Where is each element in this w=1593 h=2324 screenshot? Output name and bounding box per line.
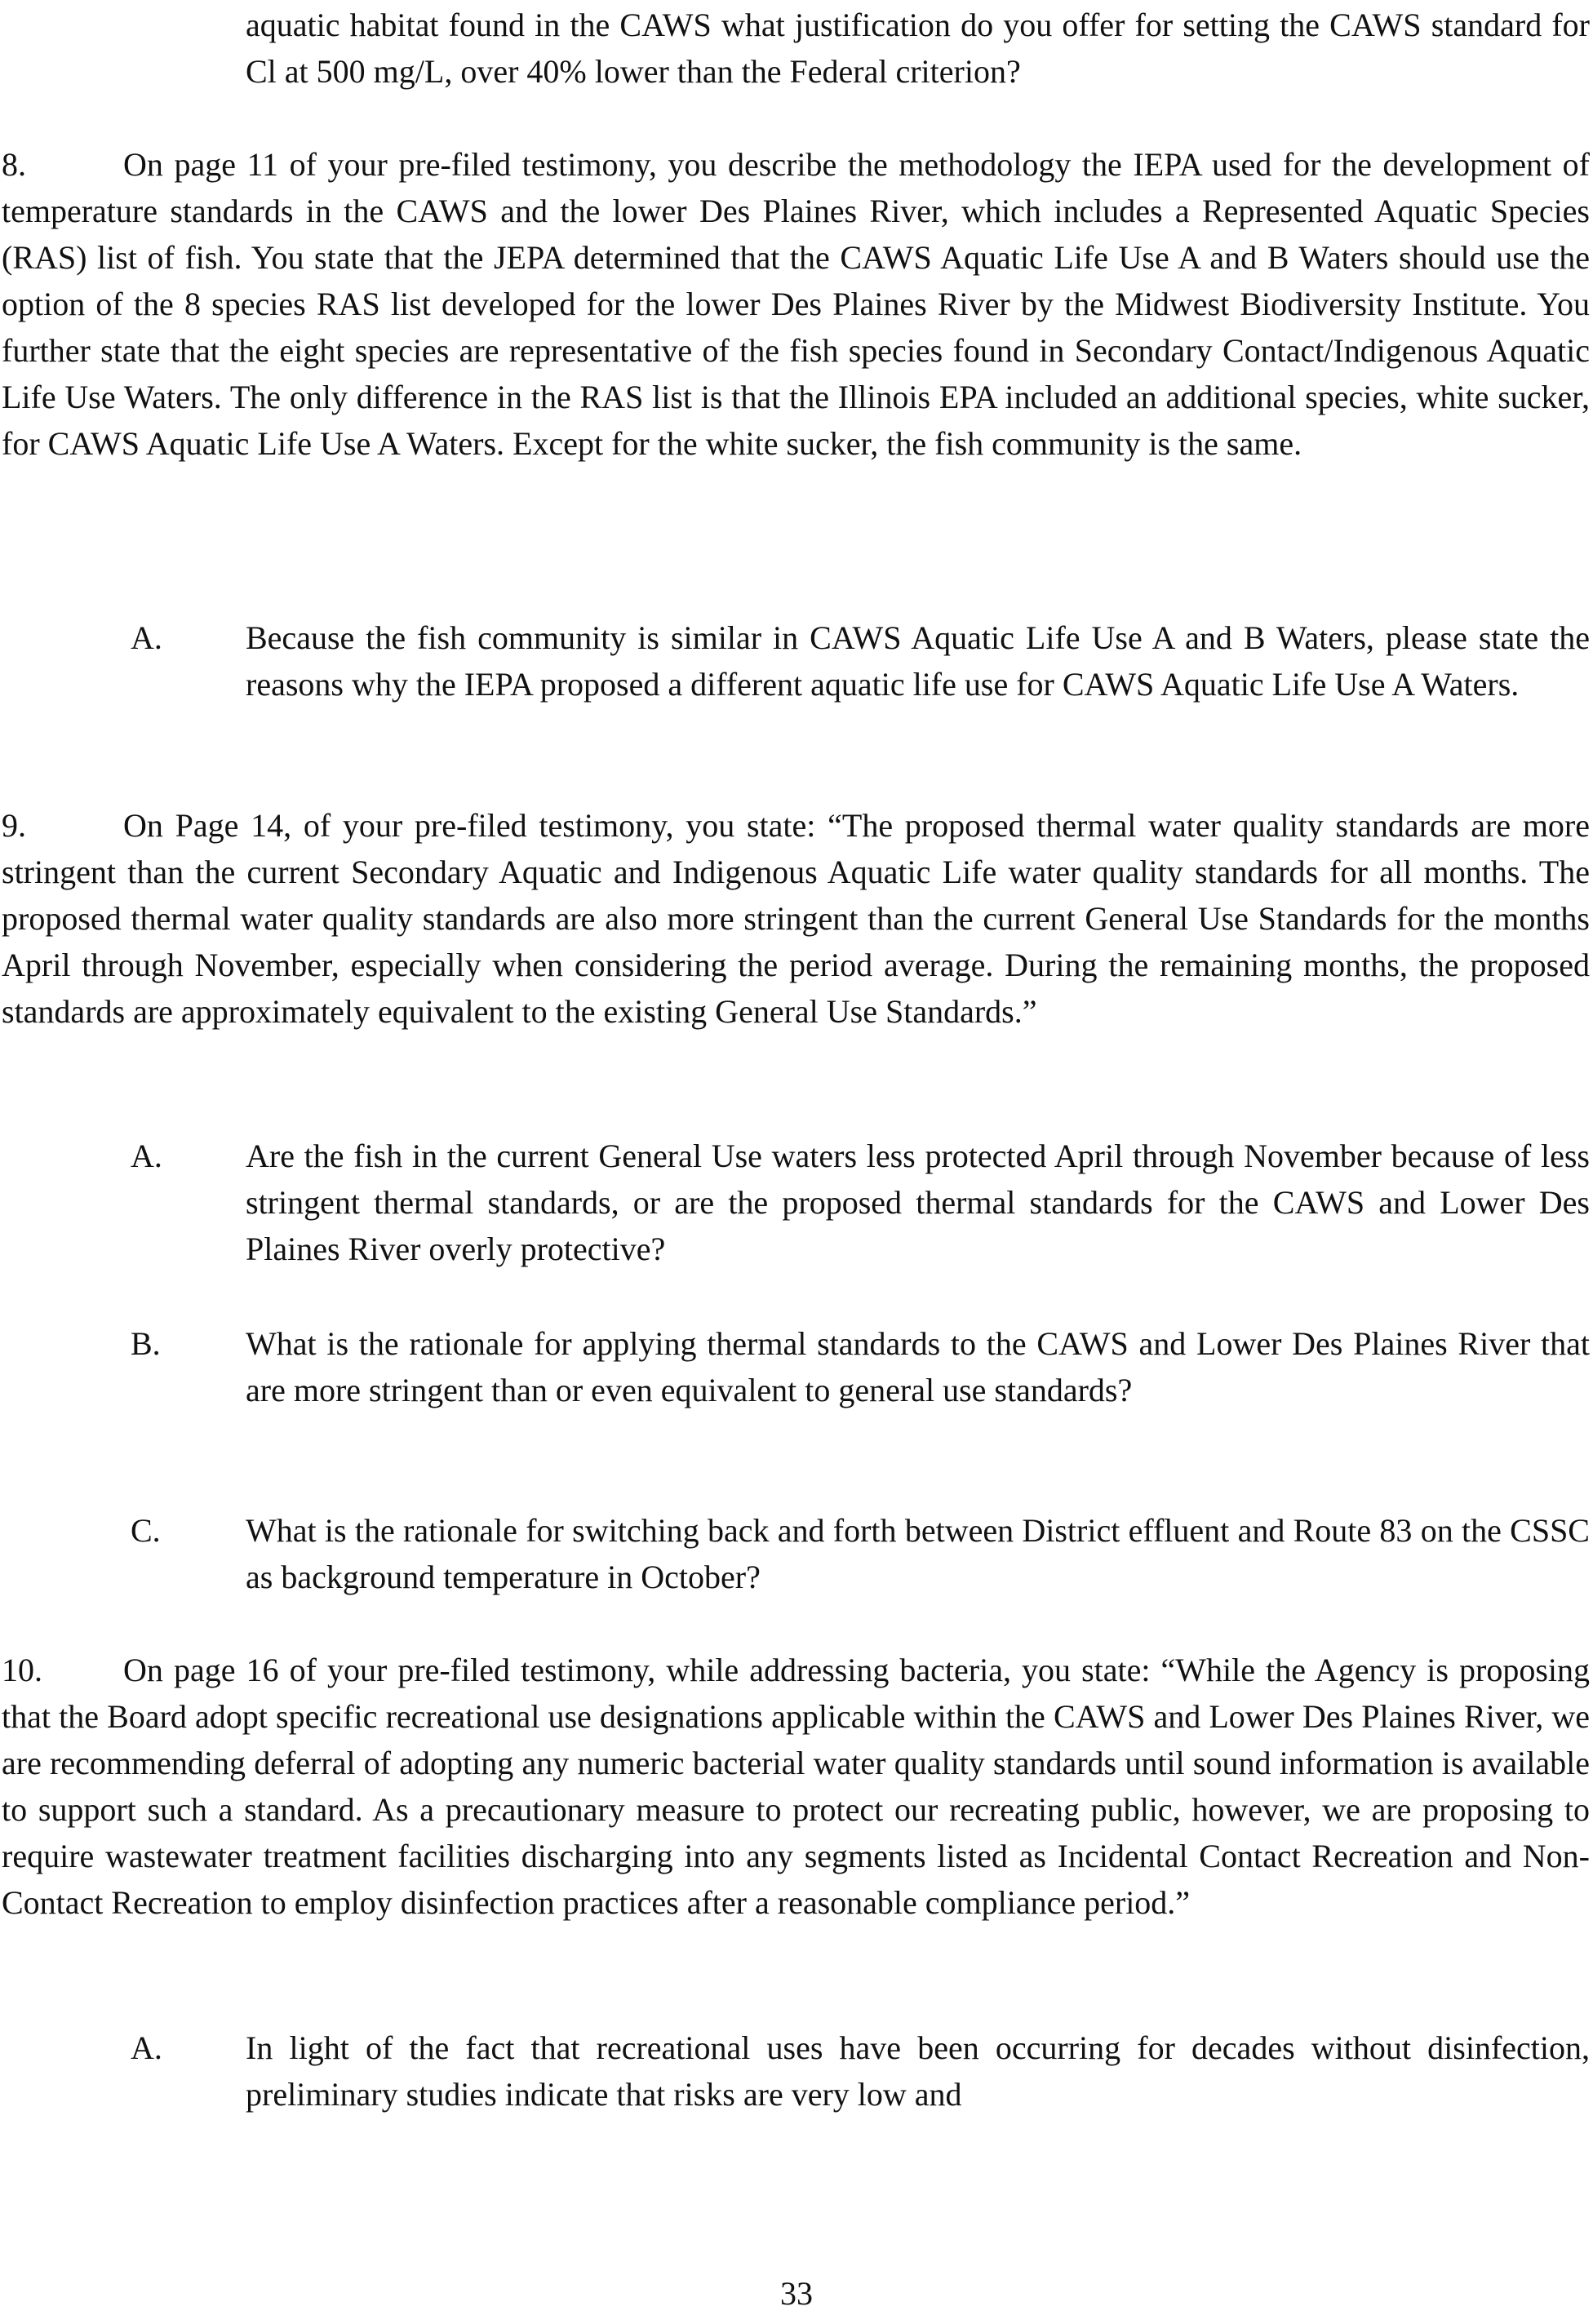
question-9-sub-b <box>131 1320 1590 1413</box>
question-9-sub-a <box>131 1133 1590 1272</box>
question-number: 10. <box>2 1652 42 1688</box>
question-text: On Page 14, of your pre-filed testimony, you state: “The proposed thermal water quality standards are more stringent than the current Secondary Aquatic and Indigenous Aquatic Life water quality standards for all months. The proposed thermal water quality standards are also more stringent than the current General Use Standards for the months April through November, especially when considering the period average. During the remaining months, the proposed standards are approximately equivalent to the existing General Use Standards.” <box>2 807 1590 1030</box>
question-text: On page 11 of your pre-filed testimony, you describe the methodology the IEPA used for the development of temperature standards in the CAWS and the lower Des Plaines River, which includes a Represented Aquatic Species (RAS) list of fish. You state that the JEPA determined that the CAWS Aquatic Life Use A and B Waters should use the option of the 8 species RAS list developed for the lower Des Plaines River by the Midwest Biodiversity Institute. You further state that the eight species are representative of the fish species found in Secondary Contact/Indigenous Aquatic Life Use Waters. The only difference in the RAS list is that the Illinois EPA included an additional species, white sucker, for CAWS Aquatic Life Use A Waters. Except for the white sucker, the fish community is the same. <box>2 146 1590 462</box>
question-9-sub-c <box>131 1507 1590 1600</box>
sub-question-text: In light of the fact that recreational uses have been occurring for decades without disinfection, preliminary studies indicate that risks are very low and <box>246 2029 1590 2113</box>
sub-question-text: Because the fish community is similar in CAWS Aquatic Life Use A and B Waters, please state the reasons why the IEPA proposed a different aquatic life use for CAWS Aquatic Life Use A Waters. <box>246 619 1590 703</box>
sub-question-letter: B. <box>131 1325 161 1362</box>
sub-question-letter: A. <box>131 1138 162 1174</box>
continuation-paragraph: aquatic habitat found in the CAWS what justification do you offer for setting the CAWS standard for Cl at 500 mg/L, over 40% lower than the Federal criterion? <box>246 7 1590 90</box>
question-number: 8. <box>2 146 26 183</box>
question-8-sub-a <box>131 614 1590 707</box>
question-9 <box>2 802 1590 1035</box>
sub-question-text: Are the fish in the current General Use waters less protected April through November because of less stringent thermal standards, or are the proposed thermal standards for the CAWS and Lower Des Plaines River overly protective? <box>246 1138 1590 1267</box>
page-number: 33 <box>780 2275 813 2312</box>
sub-question-text: What is the rationale for applying thermal standards to the CAWS and Lower Des Plaines River that are more stringent than or even equivalent to general use standards? <box>246 1325 1590 1408</box>
sub-question-letter: A. <box>131 619 162 656</box>
question-text: On page 16 of your pre-filed testimony, while addressing bacteria, you state: “While the Agency is proposing that the Board adopt specific recreational use designations applicable within the CAWS and Lower Des Plaines River, we are recommending deferral of adopting any numeric bacterial water quality standards until sound information is available to support such a standard. As a precautionary measure to protect our recreating public, however, we are proposing to require wastewater treatment facilities discharging into any segments listed as Incidental Contact Recreation and Non-Contact Recreation to employ disinfection practices after a reasonable compliance period.” <box>2 1652 1590 1921</box>
sub-question-letter: A. <box>131 2029 162 2066</box>
question-number: 9. <box>2 807 26 844</box>
question-8 <box>2 141 1590 467</box>
sub-question-text: What is the rationale for switching back and forth between District effluent and Route 83 on the CSSC as background temperature in October? <box>246 1512 1590 1595</box>
sub-question-letter: C. <box>131 1512 161 1549</box>
question-10 <box>2 1647 1590 1926</box>
question-10-sub-a <box>131 2025 1590 2118</box>
